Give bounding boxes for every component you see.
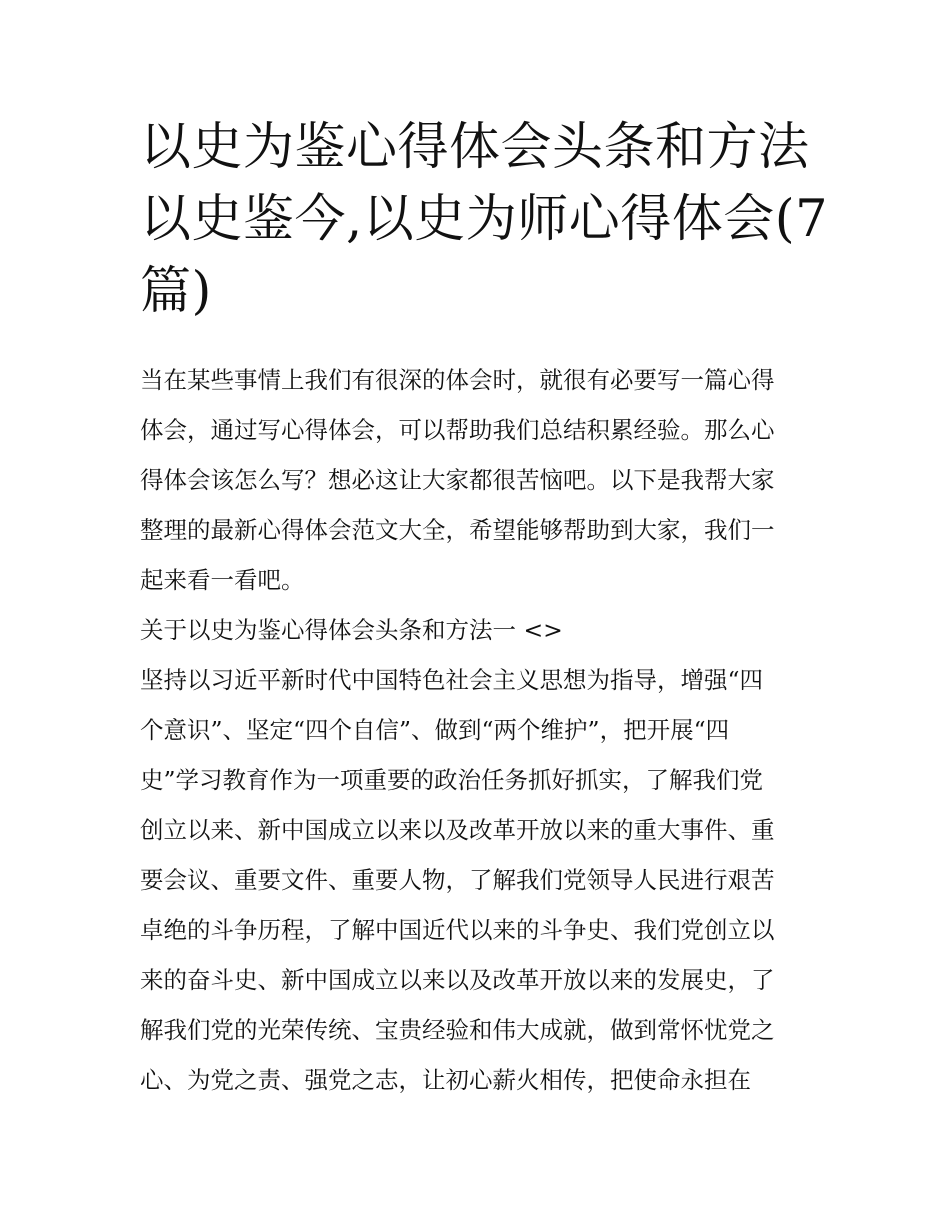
document-title bbox=[140, 112, 829, 328]
body-line: 整理的最新心得体会范文大全，希望能够帮助到大家，我们一 bbox=[140, 516, 775, 544]
body-line: 当在某些事情上我们有很深的体会时，就很有必要写一篇心得 bbox=[140, 366, 775, 394]
body-line: 要会议、重要文件、重要人物，了解我们党领导人民进行艰苦 bbox=[140, 866, 775, 894]
body-line: 体会，通过写心得体会，可以帮助我们总结积累经验。那么心 bbox=[140, 416, 775, 444]
body-line: 个意识”、坚定“四个自信”、做到“两个维护”，把开展“四 bbox=[140, 716, 730, 744]
title-line: 以史为鉴心得体会头条和方法 bbox=[140, 118, 810, 177]
body-line: 坚持以习近平新时代中国特色社会主义思想为指导，增强“四 bbox=[140, 666, 764, 694]
body-line: 卓绝的斗争历程，了解中国近代以来的斗争史、我们党创立以 bbox=[140, 916, 775, 944]
body-line: 史”学习教育作为一项重要的政治任务抓好抓实，了解我们党 bbox=[140, 766, 764, 794]
section-heading: 关于以史为鉴心得体会头条和方法一 <> bbox=[140, 616, 563, 644]
body-line: 得体会该怎么写？想必这让大家都很苦恼吧。以下是我帮大家 bbox=[140, 466, 775, 494]
document-body bbox=[140, 355, 820, 1105]
body-line: 心、为党之责、强党之志，让初心薪火相传，把使命永担在 bbox=[140, 1066, 751, 1094]
body-line: 来的奋斗史、新中国成立以来以及改革开放以来的发展史，了 bbox=[140, 966, 775, 994]
body-line: 解我们党的光荣传统、宝贵经验和伟大成就，做到常怀忧党之 bbox=[140, 1016, 775, 1044]
body-line: 起来看一看吧。 bbox=[140, 566, 305, 594]
title-line: 篇) bbox=[140, 262, 212, 321]
body-line: 创立以来、新中国成立以来以及改革开放以来的重大事件、重 bbox=[140, 816, 775, 844]
title-line: 以史鉴今,以史为师心得体会(7 bbox=[140, 190, 829, 249]
